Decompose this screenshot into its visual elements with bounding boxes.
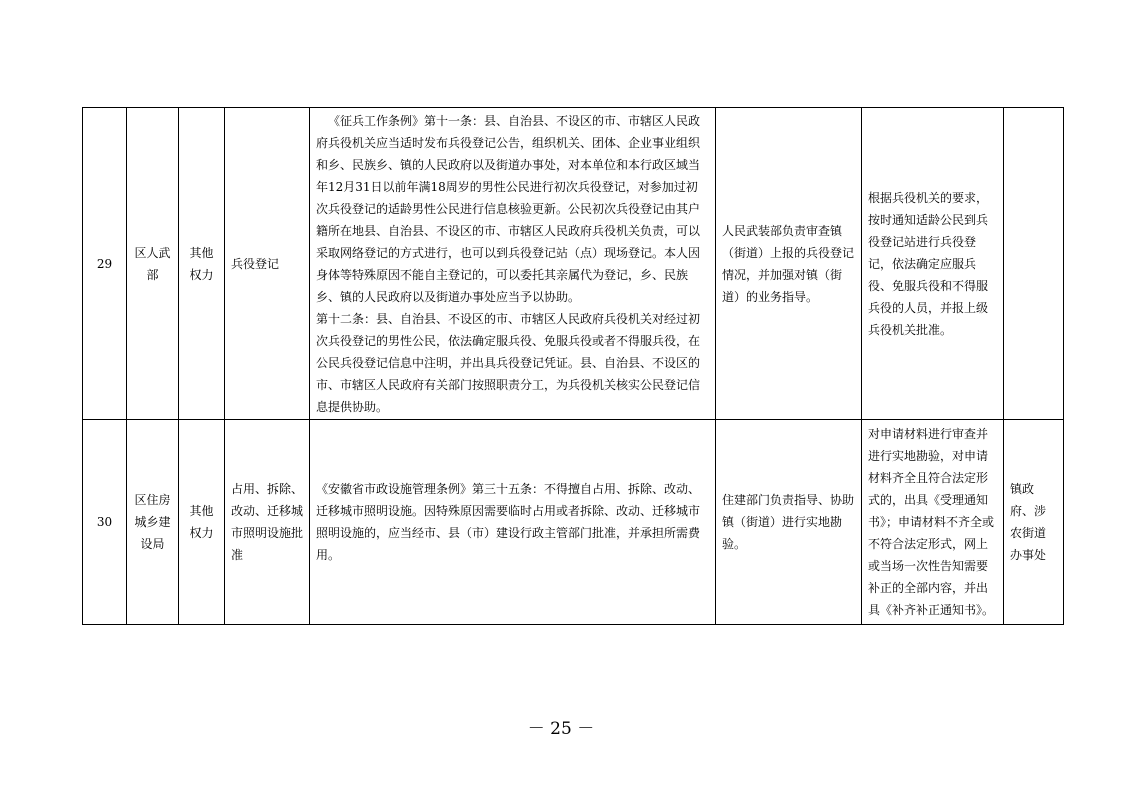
legal-basis-paragraph: 第十二条：县、自治县、不设区的市、市辖区人民政府兵役机关对经过初次兵役登记的男性公民，依法确定服兵役、免服兵役或者不得服兵役，在公民兵役登记信息中注明，并出具兵役登记凭证。县、自治县、不设区的市、市辖区人民政府有关部门按照职责分工，为兵役机关核实公民登记信息提供协助。 — [316, 311, 701, 414]
department-duty-cell: 住建部门负责指导、协助镇（街道）进行实地勘验。 — [716, 420, 862, 625]
town-duty-cell: 对申请材料进行审查并进行实地勘验，对申请材料齐全且符合法定形式的，出具《受理通知书》；申请材料不齐全或不符合法定形式，网上或当场一次性告知需要补正的全部内容，并出具《补齐补正通知书》。 — [862, 420, 1004, 625]
legal-basis-cell — [310, 108, 716, 420]
power-type-cell: 其他权力 — [179, 108, 225, 420]
power-list-table — [82, 107, 1064, 625]
page-number: － 25 － — [527, 719, 595, 739]
subject-cell: 镇政府、涉农街道办事处 — [1004, 420, 1064, 625]
subject-cell — [1004, 108, 1064, 420]
town-duty-cell: 根据兵役机关的要求，按时通知适龄公民到兵役登记站进行兵役登记，依法确定应服兵役、免服兵役和不得服兵役的人员，并报上级兵役机关批准。 — [862, 108, 1004, 420]
power-type-cell: 其他权力 — [179, 420, 225, 625]
table-row — [83, 108, 1064, 420]
power-name-cell: 兵役登记 — [225, 108, 310, 420]
power-name-cell: 占用、拆除、改动、迁移城市照明设施批准 — [225, 420, 310, 625]
legal-basis-paragraph: 《征兵工作条例》第十一条：县、自治县、不设区的市、市辖区人民政府兵役机关应当适时发布兵役登记公告，组织机关、团体、企业事业组织和乡、民族乡、镇的人民政府以及街道办事处，对本单位和本行政区域当年12月31日以前年满18周岁的男性公民进行初次兵役登记，对参加过初次兵役登记的适龄男性公民进行信息核验更新。公民初次兵役登记由其户籍所在地县、自治县、不设区的市、市辖区人民政府兵役机关负责，可以采取网络登记的方式进行，也可以到兵役登记站（点）现场登记。本人因身体等特殊原因不能自主登记的，可以委托其亲属代为登记，乡、民族乡、镇的人民政府以及街道办事处应当予以协助。 — [316, 113, 701, 304]
table-row — [83, 420, 1064, 625]
department-cell: 区住房城乡建设局 — [127, 420, 179, 625]
department-cell: 区人武部 — [127, 108, 179, 420]
legal-basis-paragraph: 《安徽省市政设施管理条例》第三十五条：不得擅自占用、拆除、改动、迁移城市照明设施。因特殊原因需要临时占用或者拆除、改动、迁移城市照明设施的，应当经市、县（市）建设行政主管部门批准，并承担所需费用。 — [316, 482, 701, 562]
row-number-cell: 30 — [83, 420, 127, 625]
department-duty-cell: 人民武装部负责审查镇（街道）上报的兵役登记情况，并加强对镇（街道）的业务指导。 — [716, 108, 862, 420]
legal-basis-cell — [310, 420, 716, 625]
row-number-cell: 29 — [83, 108, 127, 420]
